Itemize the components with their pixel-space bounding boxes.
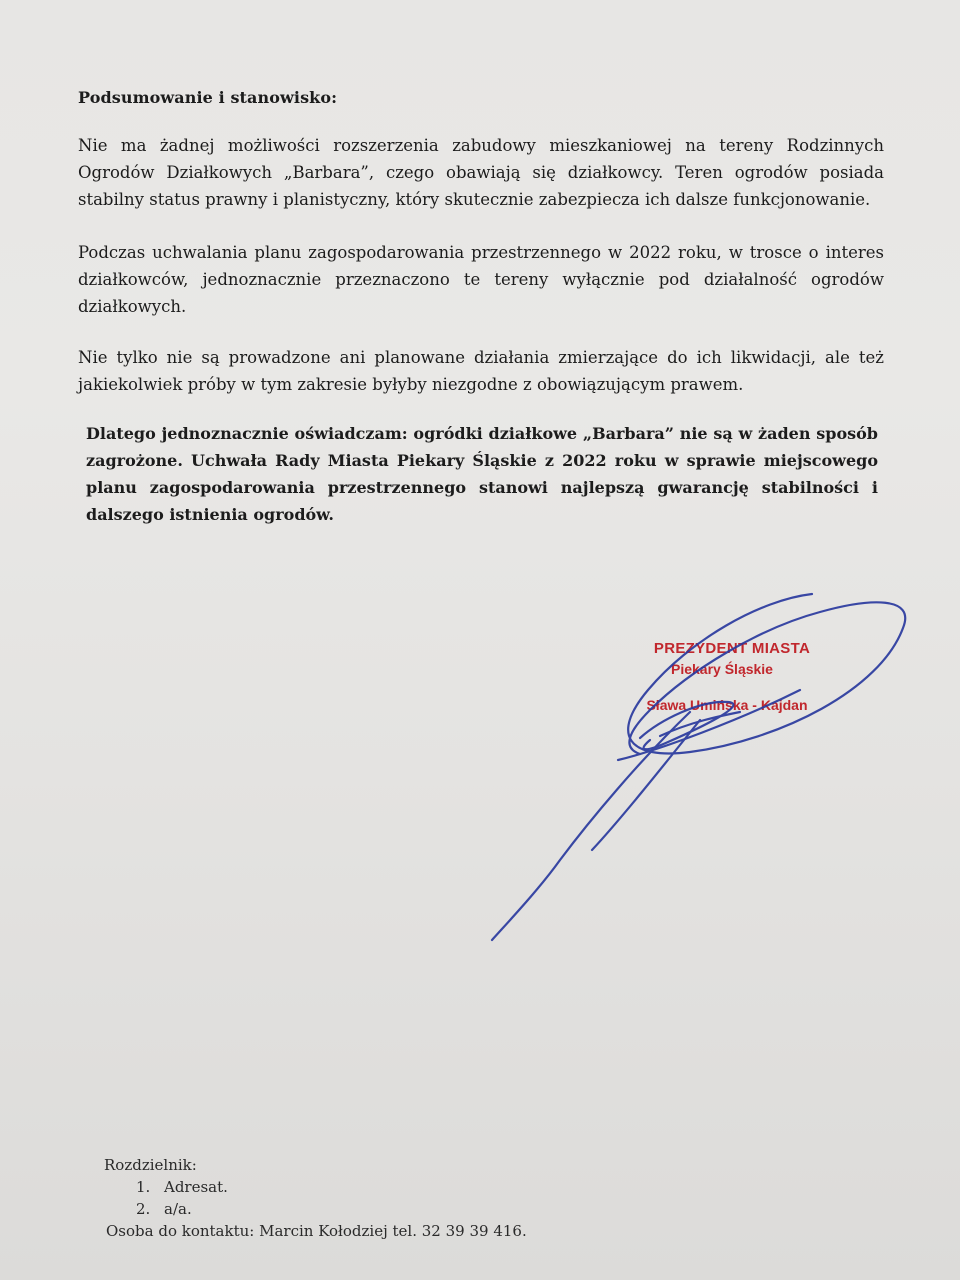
stamp-name: Sława Umińska - Kajdan xyxy=(646,697,808,713)
paragraph-1: Nie ma żadnej możliwości rozszerzenia zabudowy mieszkaniowej na tereny Rodzinnych Ogrodów Działkowych „Barbara”, czego obawiają się działkowcy. Teren ogrodów posiada stabilny status prawny i planistyczny, który skutecznie zabezpiecza ich dalsze funkcjonowanie. xyxy=(78,136,884,209)
item-number: 1. xyxy=(136,1178,151,1196)
item-text: Adresat. xyxy=(164,1178,228,1196)
distribution-item xyxy=(104,1176,527,1198)
summary-heading: Podsumowanie i stanowisko: xyxy=(78,88,338,107)
item-number: 2. xyxy=(136,1200,151,1218)
stamp-title: PREZYDENT MIASTA xyxy=(653,640,811,657)
stamp-city: Piekary Śląskie xyxy=(671,661,773,677)
item-text: a/a. xyxy=(164,1200,192,1218)
distribution-item xyxy=(104,1198,527,1220)
contact-person: Osoba do kontaktu: Marcin Kołodziej tel. 32 39 39 416. xyxy=(106,1222,527,1240)
distribution-section xyxy=(104,1154,527,1242)
mayor-stamp xyxy=(612,640,852,713)
distribution-label: Rozdzielnik: xyxy=(104,1156,197,1174)
paragraph-3: Nie tylko nie są prowadzone ani planowane działania zmierzające do ich likwidacji, ale też jakiekolwiek próby w tym zakresie byłyby niezgodne z obowiązującym prawem. xyxy=(78,348,884,394)
paragraph-declaration: Dlatego jednoznacznie oświadczam: ogródki działkowe „Barbara” nie są w żaden sposób zagrożone. Uchwała Rady Miasta Piekary Śląskie z 2022 roku w sprawie miejscowego planu zagospodarowania przestrzennego stanowi najlepszą gwarancję stabilności i dalszego istnienia ogrodów. xyxy=(86,424,878,524)
paragraph-2: Podczas uchwalania planu zagospodarowania przestrzennego w 2022 roku, w trosce o interes działkowców, jednoznacznie przeznaczono te tereny wyłącznie pod działalność ogrodów działkowych. xyxy=(78,243,884,316)
